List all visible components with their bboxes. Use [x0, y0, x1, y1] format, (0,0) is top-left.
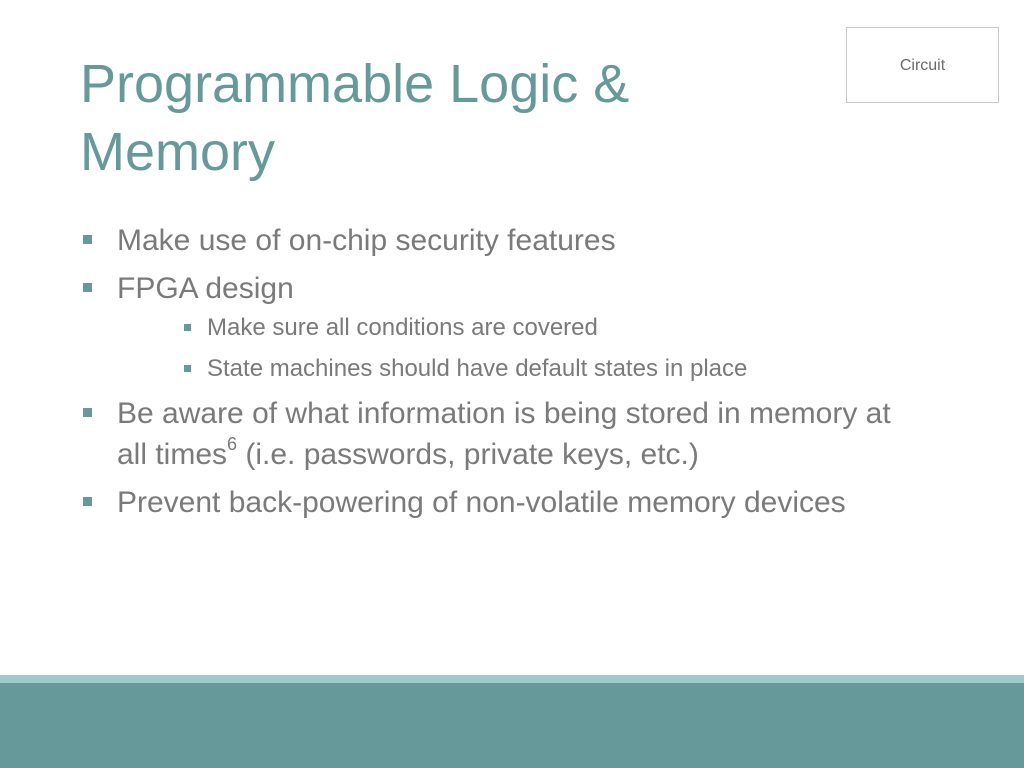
slide-title-line-1: Programmable Logic & [80, 54, 630, 114]
square-bullet-icon [83, 283, 92, 292]
slide-title-line-2: Memory [80, 122, 276, 182]
square-bullet-icon [83, 235, 92, 244]
bullet-text: Prevent back-powering of non-volatile memory devices [117, 486, 846, 519]
bullet-item [80, 482, 900, 523]
square-bullet-icon [184, 324, 191, 331]
footer-accent-band [0, 675, 1024, 683]
sub-bullet-item [80, 352, 900, 386]
bullet-list [80, 220, 900, 530]
square-bullet-icon [184, 365, 191, 372]
section-tag-box [846, 27, 999, 103]
sub-bullet-item [80, 311, 900, 345]
bullet-text-continued: (i.e. passwords, private keys, etc.) [237, 438, 699, 471]
slide-title [80, 50, 780, 186]
bullet-item [80, 220, 900, 261]
bullet-text: FPGA design [117, 272, 294, 305]
bullet-text: Make use of on-chip security features [117, 224, 616, 257]
sub-bullet-text: State machines should have default states in place [207, 355, 748, 382]
square-bullet-icon [83, 497, 92, 506]
section-tag-label: Circuit [899, 57, 946, 74]
bullet-text: Be aware of what information is being stored in memory at all times [117, 397, 891, 471]
square-bullet-icon [83, 408, 92, 417]
bullet-item [80, 268, 900, 309]
sub-bullet-text: Make sure all conditions are covered [207, 314, 598, 341]
footnote-marker: 6 [227, 434, 238, 454]
bullet-item [80, 393, 900, 475]
footer-band [0, 683, 1024, 768]
